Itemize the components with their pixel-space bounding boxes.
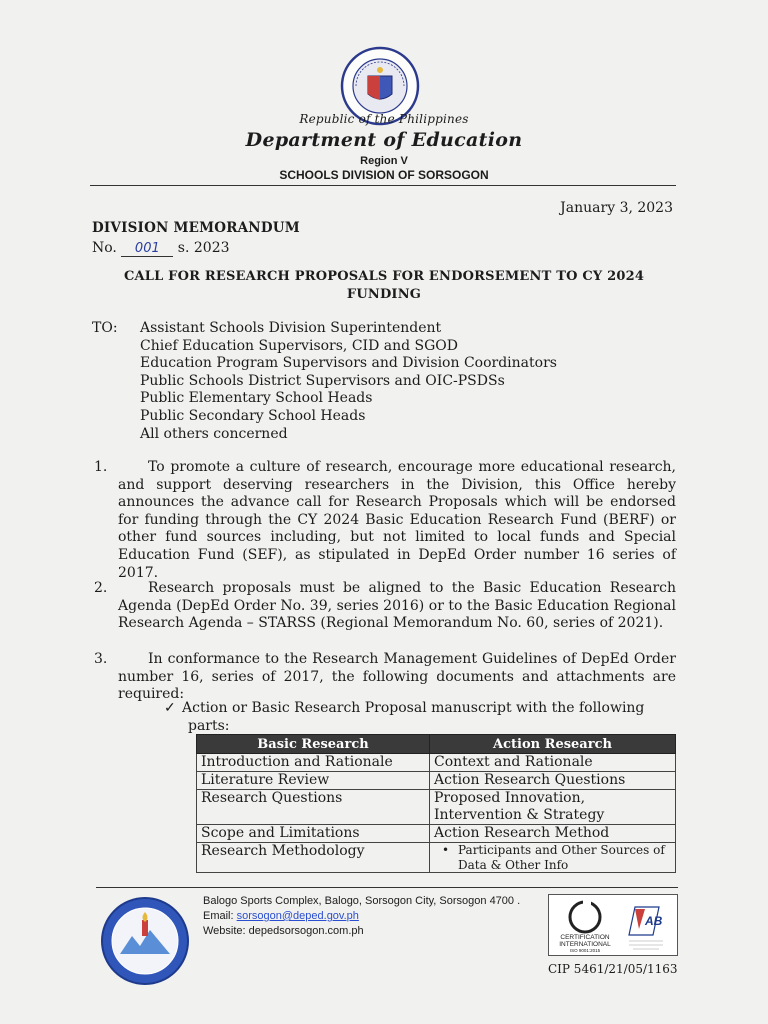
division-seal-logo — [100, 896, 190, 986]
recipient-item: Public Schools District Supervisors and OIC-PSDSs — [140, 372, 505, 389]
paragraph-1: To promote a culture of research, encourage more educational research, and support deserving researchers in the Division, this Office hereby announces the advance call for Research Proposals which will be endorsed for funding through the CY 2024 Basic Education Research Fund (BERF) or other fund sources including, but not limited to local funds and Special Education Fund (SEF), as stipulated in DepEd Order number 16 series of 2017. — [118, 459, 676, 581]
checklist-continuation: parts: — [188, 718, 230, 734]
website-label: Website: — [203, 925, 246, 937]
recipient-item: Education Program Supervisors and Division Coordinators — [140, 355, 557, 372]
memo-subject — [92, 268, 676, 304]
table-cell: Research Methodology — [197, 843, 430, 873]
table-header-basic: Basic Research — [197, 735, 430, 754]
table-cell: Context and Rationale — [430, 754, 676, 772]
table-header-action: Action Research — [430, 735, 676, 754]
paragraph-number: 3. — [94, 651, 108, 667]
department-heading: Department of Education — [245, 129, 523, 151]
memo-no-label: No. — [92, 240, 117, 256]
check-icon: ✓ — [164, 700, 176, 716]
memo-series: s. 2023 — [177, 240, 230, 256]
subject-line-1: CALL FOR RESEARCH PROPOSALS FOR ENDORSEMENT TO CY 2024 — [123, 269, 645, 284]
table-row — [197, 825, 676, 843]
table-cell: Introduction and Rationale — [197, 754, 430, 772]
website-link[interactable]: depedsorsogon.com.ph — [248, 925, 364, 937]
memo-type: DIVISION MEMORANDUM — [92, 220, 300, 236]
paragraph-number: 1. — [94, 459, 108, 475]
republic-heading: Republic of the Philippines — [299, 112, 469, 126]
recipient-item: Public Elementary School Heads — [140, 390, 373, 407]
paragraph-2: Research proposals must be aligned to the Basic Education Research Agenda (DepEd Order No. 39, series 2016) or to the Basic Education Regional Research Agenda – STARSS (Regional Memorandum No. 60, series of 2021). — [118, 580, 676, 632]
footer-website-line — [203, 924, 520, 939]
cert-text-1: CERTIFICATION — [560, 934, 610, 941]
table-cell: Scope and Limitations — [197, 825, 430, 843]
cip-number: CIP 5461/21/05/1163 — [548, 962, 678, 976]
footer-contact — [203, 894, 520, 939]
research-parts-table — [196, 734, 676, 873]
footer-divider — [96, 887, 678, 888]
footer-email-line — [203, 909, 520, 924]
table-cell: Action Research Questions — [430, 772, 676, 790]
recipient-item: All others concerned — [140, 425, 288, 442]
certification-badge — [548, 894, 678, 956]
table-cell: Research Questions — [197, 790, 430, 825]
region-heading: Region V — [360, 155, 408, 167]
header-divider — [90, 185, 676, 186]
recipient-list — [140, 320, 557, 443]
subject-line-2: FUNDING — [346, 287, 422, 302]
cert-text-2: INTERNATIONAL — [559, 941, 611, 948]
footer-address: Balogo Sports Complex, Balogo, Sorsogon City, Sorsogon 4700 . — [203, 895, 521, 907]
checklist-item — [164, 700, 676, 718]
recipient-item: Chief Education Supervisors, CID and SGOD — [140, 337, 459, 354]
to-label: TO: — [92, 320, 118, 336]
table-row — [197, 754, 676, 772]
certification-logo — [549, 895, 677, 955]
table-cell — [430, 843, 676, 873]
division-heading: SCHOOLS DIVISION OF SORSOGON — [279, 168, 489, 182]
bullet-icon: • — [442, 843, 450, 857]
table-row — [197, 790, 676, 825]
table-cell-text: Participants and Other Sources of Data & Other Info — [458, 843, 665, 872]
table-header-row — [197, 735, 676, 754]
table-row — [197, 843, 676, 873]
table-row — [197, 772, 676, 790]
paragraph-3: In conformance to the Research Management Guidelines of DepEd Order number 16, series of 2017, the following documents and attachments are required: — [118, 651, 676, 703]
cert-text-3: ISO 9001:2015 — [569, 948, 601, 953]
memo-no-value: 001 — [121, 241, 173, 257]
checklist-text: Action or Basic Research Proposal manuscript with the following — [182, 700, 645, 716]
email-label: Email: — [203, 910, 234, 922]
table-cell: Action Research Method — [430, 825, 676, 843]
paragraph-number: 2. — [94, 580, 108, 596]
recipient-item: Assistant Schools Division Superintendent — [140, 320, 442, 336]
svg-text:AB: AB — [645, 914, 663, 928]
table-cell: Proposed Innovation, Intervention & Strategy — [430, 790, 676, 825]
table-cell: Literature Review — [197, 772, 430, 790]
memo-date: January 3, 2023 — [560, 200, 673, 216]
memo-number-line — [92, 240, 230, 257]
email-link[interactable]: sorsogon@deped.gov.ph — [236, 910, 359, 922]
recipient-item: Public Secondary School Heads — [140, 407, 366, 424]
